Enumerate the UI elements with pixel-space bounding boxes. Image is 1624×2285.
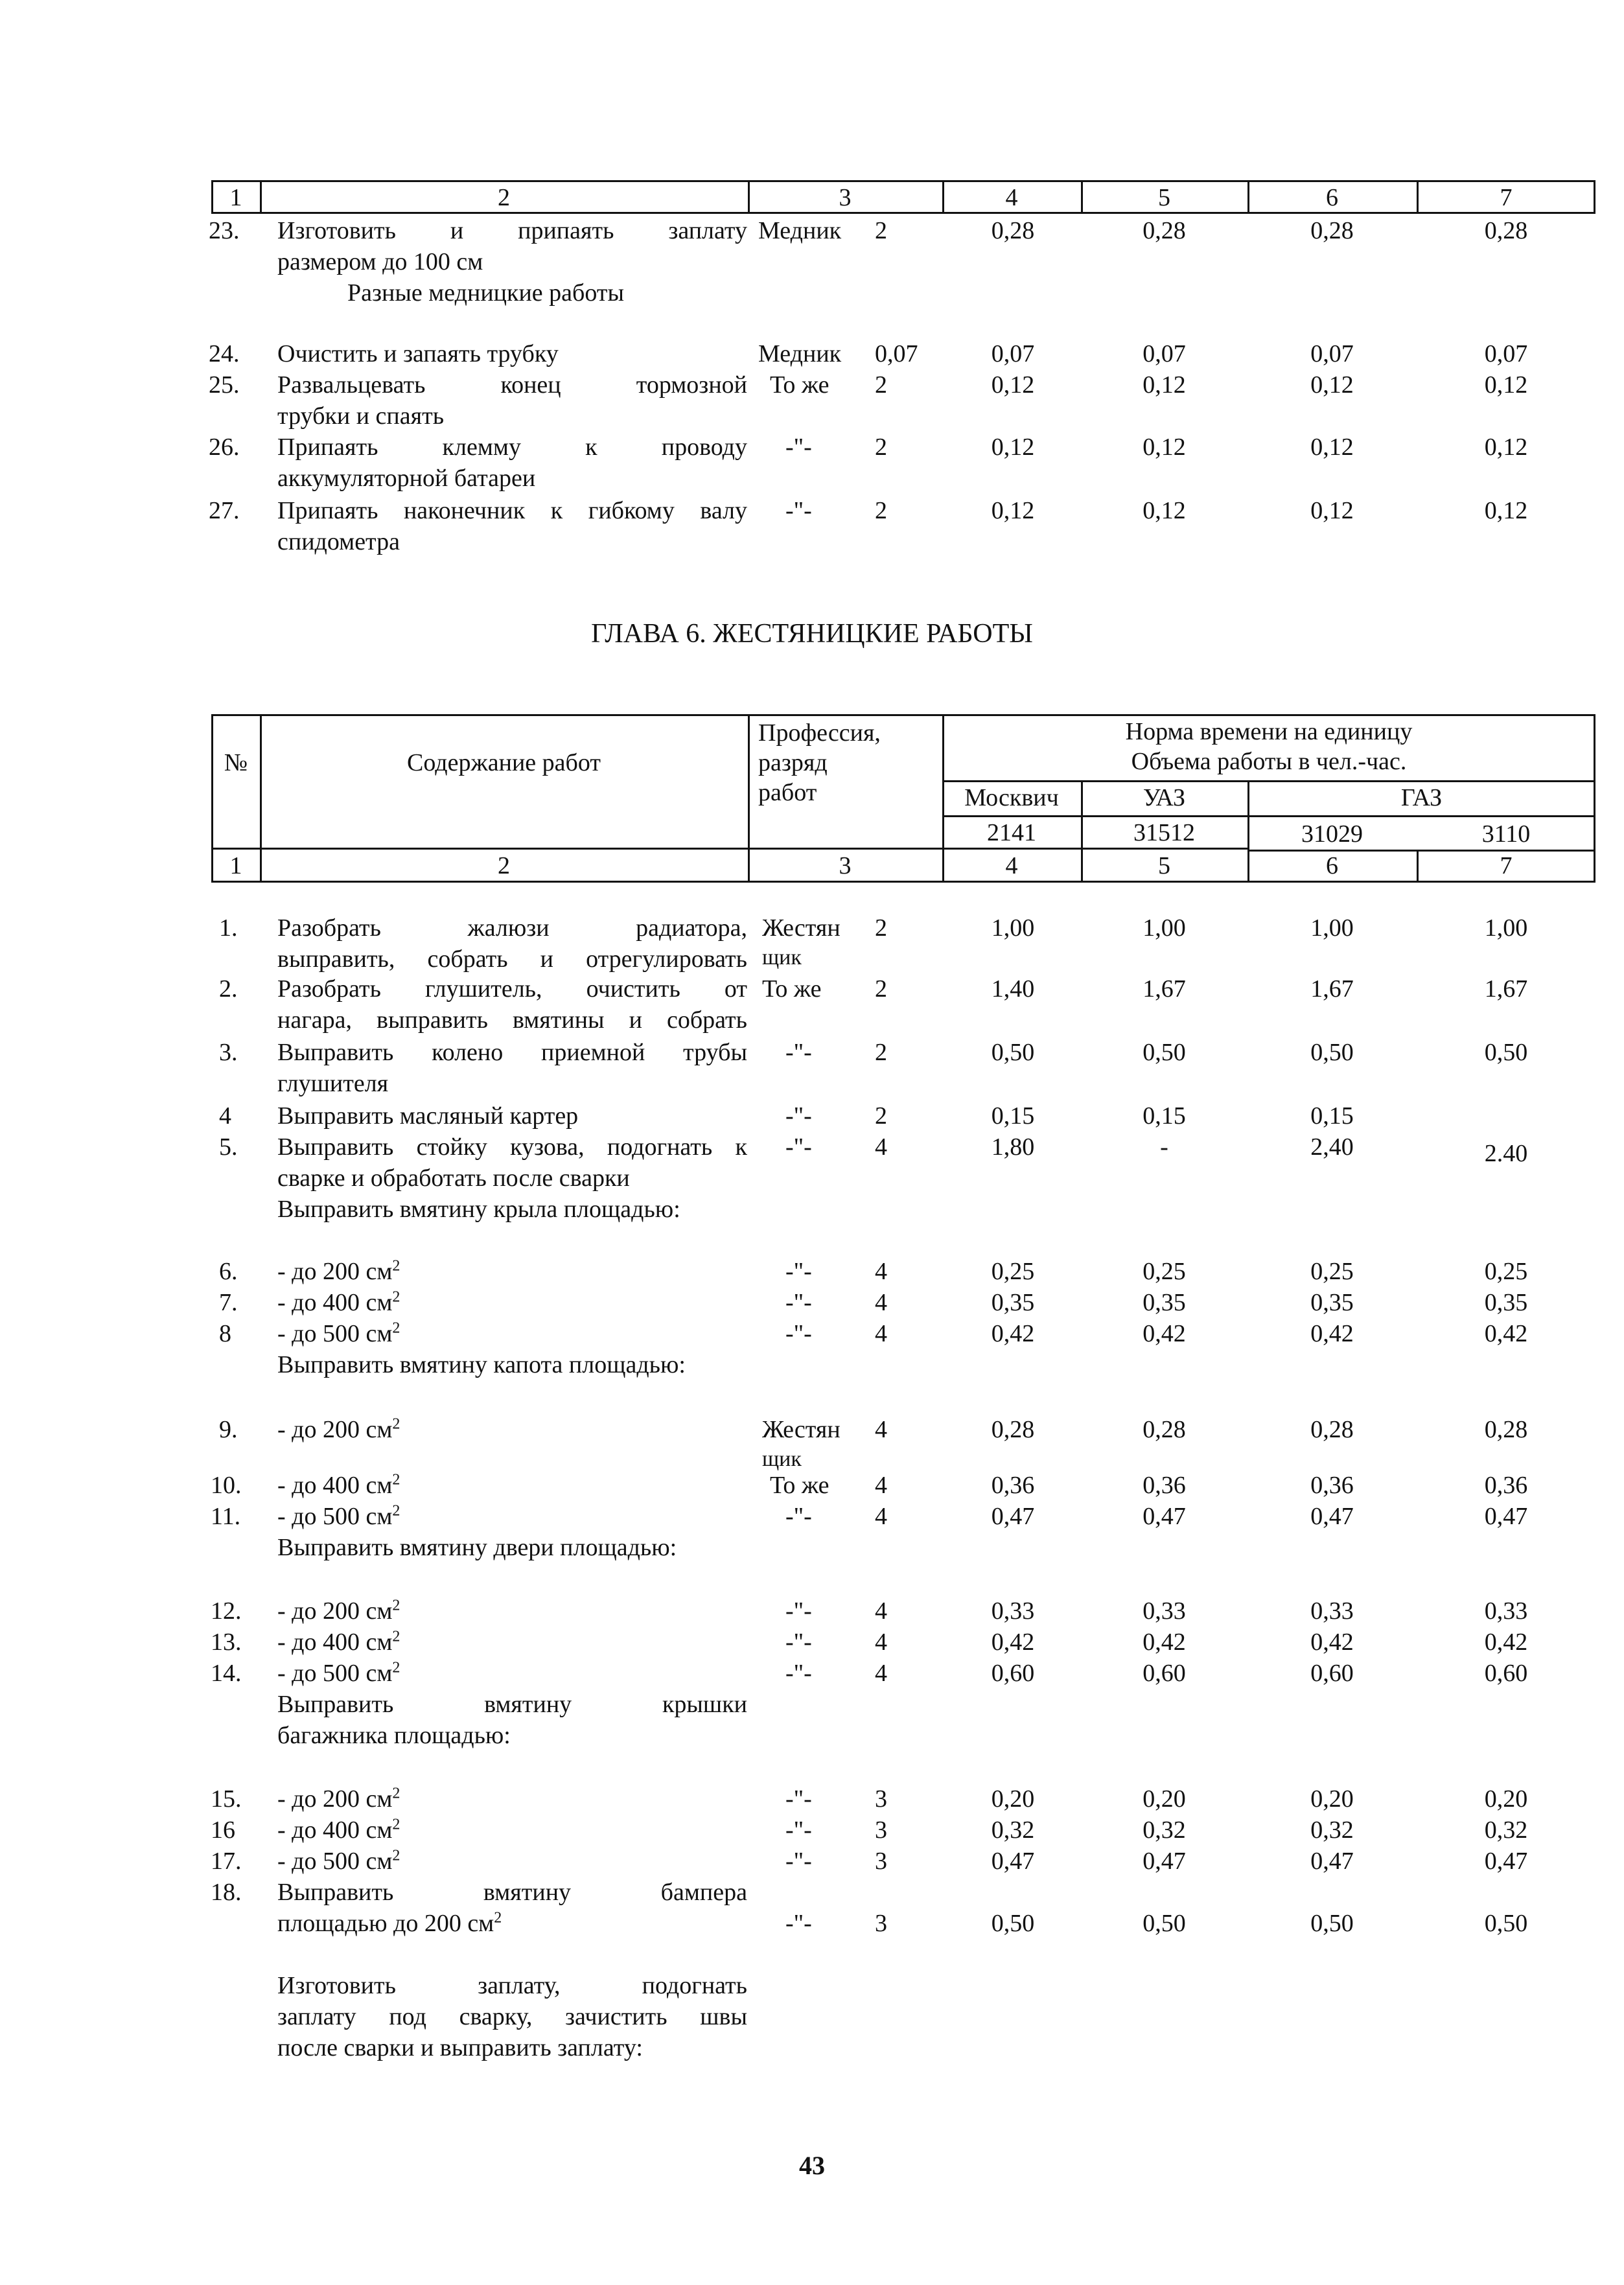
profession: -"-	[785, 1102, 812, 1130]
col-num-4: 4	[1005, 184, 1018, 211]
row-number: 5.	[219, 1133, 238, 1161]
header-gaz-model-2: 3110	[1481, 820, 1531, 848]
value-col7: 0,50	[1484, 1910, 1528, 1937]
col-num-3: 3	[839, 184, 852, 211]
row-number: 25.	[209, 371, 240, 399]
grade: 2	[875, 497, 887, 524]
row-text: Разобрать глушитель, очистить от	[277, 975, 747, 1003]
value-col6: 0,50	[1310, 1039, 1354, 1066]
value-col5: 0,07	[1143, 340, 1186, 367]
profession: -"-	[785, 1258, 812, 1285]
value-col6: 0,15	[1310, 1102, 1354, 1130]
value-col6: 0,47	[1310, 1503, 1354, 1530]
value-col6: 0,12	[1310, 434, 1354, 461]
header-uaz: УАЗ	[1143, 784, 1186, 811]
value-col7: 0,36	[1484, 1472, 1528, 1499]
value-col6: 0,07	[1310, 340, 1354, 367]
row-number: 8	[219, 1320, 231, 1347]
col-num-1: 1	[229, 184, 242, 211]
value-col6: 0,60	[1310, 1660, 1354, 1687]
value-col5: 0,12	[1143, 371, 1186, 399]
value-col7: 0,25	[1484, 1258, 1528, 1285]
row-text: сварке и обработать после сварки	[277, 1165, 630, 1192]
col-num-3: 3	[839, 852, 852, 879]
row-text: - до 400 $см^2$	[277, 1816, 400, 1844]
profession: -"-	[785, 1660, 812, 1687]
row-text: Припаять клемму к проводу	[277, 434, 747, 461]
header-gaz: ГАЗ	[1400, 784, 1443, 811]
value-col5: 0,50	[1143, 1910, 1186, 1937]
value-col5: 0,42	[1143, 1629, 1186, 1656]
value-col4: 0,50	[991, 1910, 1035, 1937]
value-col5: 0,33	[1143, 1597, 1186, 1625]
row-text: Выправить стойку кузова, подогнать к	[277, 1133, 747, 1161]
profession: -"-	[785, 1503, 812, 1530]
row-text: - до 500 $см^2$	[277, 1502, 400, 1530]
value-col7: 0,12	[1484, 434, 1528, 461]
value-col7: 1,67	[1484, 975, 1528, 1003]
row-number: 6.	[219, 1258, 238, 1285]
value-col7: 0,35	[1484, 1289, 1528, 1316]
row-text: - до 500 $см^2$	[277, 1659, 400, 1687]
value-col6: 0,42	[1310, 1320, 1354, 1347]
profession: -"-	[785, 1597, 812, 1625]
row-text: - до 400 $см^2$	[277, 1628, 400, 1656]
value-col4: 0,12	[991, 371, 1035, 399]
row-number: 17.	[211, 1848, 242, 1875]
profession: -"-	[785, 1629, 812, 1656]
header-number: №	[224, 749, 248, 776]
value-col6: 0,12	[1310, 371, 1354, 399]
col-num-2: 2	[498, 852, 510, 879]
value-col6: 0,50	[1310, 1910, 1354, 1937]
value-col5: 0,20	[1143, 1785, 1186, 1813]
row-number: 15.	[211, 1785, 242, 1813]
row-text: - до 200 $см^2$	[277, 1257, 400, 1285]
profession: То же	[762, 975, 822, 1003]
value-col4: 0,15	[991, 1102, 1035, 1130]
header-uaz-model: 31512	[1133, 819, 1195, 846]
section-heading: Изготовить заплату, подогнать	[277, 1972, 747, 1999]
value-col7: 0,47	[1484, 1848, 1528, 1875]
profession: щик	[762, 945, 802, 969]
value-col4: 0,42	[991, 1629, 1035, 1656]
row-text: Припаять наконечник к гибкому валу	[277, 497, 747, 524]
row-text: Развальцевать конец тормозной	[277, 371, 747, 399]
section-heading: после сварки и выправить заплату:	[277, 2034, 643, 2061]
value-col5: -	[1160, 1133, 1168, 1161]
profession: -"-	[785, 1039, 812, 1066]
value-col4: 0,42	[991, 1320, 1035, 1347]
header-moskvich: Москвич	[964, 784, 1059, 811]
section-heading: заплату под сварку, зачистить швы	[277, 2003, 747, 2030]
row-number: 3.	[219, 1039, 238, 1066]
value-col4: 1,80	[991, 1133, 1035, 1161]
value-col6: 0,32	[1310, 1816, 1354, 1844]
section-heading: багажника площадью:	[277, 1722, 511, 1749]
grade: 2	[875, 371, 887, 399]
row-text: Выправить колено приемной трубы	[277, 1039, 747, 1066]
value-col4: 0,33	[991, 1597, 1035, 1625]
grade: 4	[875, 1133, 887, 1161]
profession: -"-	[785, 1320, 812, 1347]
value-col5: 0,60	[1143, 1660, 1186, 1687]
value-col4: 0,50	[991, 1039, 1035, 1066]
grade: 2	[875, 217, 887, 244]
col-num-7: 7	[1500, 852, 1513, 879]
value-col6: 0,25	[1310, 1258, 1354, 1285]
row-number: 2.	[219, 975, 238, 1003]
header-content: Содержание работ	[407, 749, 601, 776]
value-col4: 0,28	[991, 1416, 1035, 1443]
value-col6: 0,20	[1310, 1785, 1354, 1813]
row-number: 16	[211, 1816, 235, 1844]
row-number: 26.	[209, 434, 240, 461]
grade: 2	[875, 1039, 887, 1066]
profession: То же	[770, 1472, 829, 1499]
col-num-7: 7	[1500, 184, 1513, 211]
grade: 3	[875, 1910, 887, 1937]
row-number: 10.	[211, 1472, 242, 1499]
value-col7: 0,28	[1484, 1416, 1528, 1443]
value-col4: 0,20	[991, 1785, 1035, 1813]
value-col7: 0,60	[1484, 1660, 1528, 1687]
value-col6: 0,42	[1310, 1629, 1354, 1656]
header-norm: Объема работы в чел.-час.	[1131, 748, 1407, 775]
row-text: Выправить масляный картер	[277, 1102, 579, 1130]
row-text: Выправить вмятину бампера	[277, 1879, 747, 1906]
col-num-5: 5	[1158, 852, 1170, 879]
row-number: 11.	[211, 1503, 241, 1530]
grade: 3	[875, 1816, 887, 1844]
profession: -"-	[785, 497, 812, 524]
row-number: 9.	[219, 1416, 238, 1443]
grade: 3	[875, 1785, 887, 1813]
profession: Жестян	[762, 1416, 841, 1443]
value-col7: 0,28	[1484, 217, 1528, 244]
value-col4: 0,35	[991, 1289, 1035, 1316]
row-number: 13.	[211, 1629, 242, 1656]
row-number: 23.	[209, 217, 240, 244]
grade: 2	[875, 914, 887, 942]
header-profession: разряд	[758, 749, 828, 776]
profession: -"-	[785, 1910, 812, 1937]
value-col4: 0,60	[991, 1660, 1035, 1687]
profession: Жестян	[762, 914, 841, 942]
value-col6: 0,33	[1310, 1597, 1354, 1625]
value-col6: 1,00	[1310, 914, 1354, 942]
profession: То же	[770, 371, 829, 399]
row-number: 18.	[211, 1879, 242, 1906]
page-number: 43	[799, 2151, 825, 2180]
value-col4: 0,47	[991, 1848, 1035, 1875]
row-text: нагара, выправить вмятины и собрать	[277, 1006, 747, 1034]
row-text: - до 400 $см^2$	[277, 1288, 400, 1316]
value-col5: 0,28	[1143, 217, 1186, 244]
chapter-title: ГЛАВА 6. ЖЕСТЯНИЦКИЕ РАБОТЫ	[591, 619, 1033, 649]
value-col7: 0,42	[1484, 1320, 1528, 1347]
grade: 0,07	[875, 340, 918, 367]
value-col4: 0,12	[991, 497, 1035, 524]
row-text: аккумуляторной батареи	[277, 465, 536, 492]
grade: 4	[875, 1320, 887, 1347]
value-col4: 1,40	[991, 975, 1035, 1003]
value-col6: 1,67	[1310, 975, 1354, 1003]
value-col4: 0,36	[991, 1472, 1035, 1499]
value-col5: 1,67	[1143, 975, 1186, 1003]
value-col5: 0,47	[1143, 1848, 1186, 1875]
col-num-6: 6	[1326, 852, 1338, 879]
row-text: размером до 100 см	[277, 248, 483, 275]
header-gaz-model-1: 31029	[1301, 820, 1363, 848]
col-num-1: 1	[229, 852, 242, 879]
profession: -"-	[785, 1785, 812, 1813]
value-col5: 1,00	[1143, 914, 1186, 942]
row-number: 7.	[219, 1289, 238, 1316]
value-col6: 0,12	[1310, 497, 1354, 524]
profession: щик	[762, 1447, 802, 1471]
value-col5: 0,32	[1143, 1816, 1186, 1844]
row-text: - до 500 $см^2$	[277, 1847, 400, 1875]
value-col7: 0,32	[1484, 1816, 1528, 1844]
header-profession: работ	[758, 779, 817, 806]
value-col5: 0,25	[1143, 1258, 1186, 1285]
value-col6: 0,36	[1310, 1472, 1354, 1499]
value-col4: 0,47	[991, 1503, 1035, 1530]
grade: 4	[875, 1416, 887, 1443]
value-col5: 0,47	[1143, 1503, 1186, 1530]
value-col4: 0,07	[991, 340, 1035, 367]
value-col7: 0,12	[1484, 371, 1528, 399]
grade: 2	[875, 975, 887, 1003]
value-col5: 0,12	[1143, 497, 1186, 524]
grade: 2	[875, 434, 887, 461]
row-number: 4	[219, 1102, 231, 1130]
value-col4: 0,25	[991, 1258, 1035, 1285]
col-num-2: 2	[498, 184, 510, 211]
row-text: Разобрать жалюзи радиатора,	[277, 914, 747, 942]
row-number: 27.	[209, 497, 240, 524]
section-heading: Выправить вмятину крыла площадью:	[277, 1196, 680, 1223]
row-text: - до 200 $см^2$	[277, 1597, 400, 1625]
value-col7: 0,33	[1484, 1597, 1528, 1625]
profession: Медник	[758, 217, 842, 244]
section-heading: Разные медницкие работы	[347, 279, 624, 307]
grade: 4	[875, 1629, 887, 1656]
grade: 2	[875, 1102, 887, 1130]
row-text: Изготовить и припаять заплату	[277, 217, 747, 244]
row-text: - до 400 $см^2$	[277, 1471, 400, 1499]
row-text: Очистить и запаять трубку	[277, 340, 559, 367]
profession: -"-	[785, 434, 812, 461]
value-col7: 0,12	[1484, 497, 1528, 524]
grade: 4	[875, 1472, 887, 1499]
header-profession: Профессия,	[758, 719, 881, 747]
grade: 4	[875, 1503, 887, 1530]
profession: -"-	[785, 1133, 812, 1161]
value-col5: 0,36	[1143, 1472, 1186, 1499]
value-col5: 0,12	[1143, 434, 1186, 461]
row-text: - до 200 $см^2$	[277, 1415, 400, 1443]
header-norm: Норма времени на единицу	[1125, 718, 1413, 745]
value-col4: 1,00	[991, 914, 1035, 942]
row-number: 1.	[219, 914, 238, 942]
value-col6: 2,40	[1310, 1133, 1354, 1161]
row-text: - до 500 $см^2$	[277, 1319, 400, 1347]
value-col5: 0,42	[1143, 1320, 1186, 1347]
value-col6: 0,28	[1310, 217, 1354, 244]
value-col6: 0,35	[1310, 1289, 1354, 1316]
grade: 4	[875, 1258, 887, 1285]
grade: 4	[875, 1660, 887, 1687]
col-num-6: 6	[1326, 184, 1338, 211]
row-text: трубки и спаять	[277, 402, 445, 430]
profession: -"-	[785, 1816, 812, 1844]
row-number: 24.	[209, 340, 240, 367]
value-col6: 0,28	[1310, 1416, 1354, 1443]
value-col5: 0,28	[1143, 1416, 1186, 1443]
section-heading: Выправить вмятину крышки	[277, 1691, 747, 1718]
value-col5: 0,50	[1143, 1039, 1186, 1066]
col-num-5: 5	[1158, 184, 1170, 211]
profession: -"-	[785, 1289, 812, 1316]
value-col5: 0,35	[1143, 1289, 1186, 1316]
row-text: площадью до 200 $см^2$	[277, 1909, 502, 1937]
value-col7: 0,07	[1484, 340, 1528, 367]
value-col7: 1,00	[1484, 914, 1528, 942]
value-col7: 0,47	[1484, 1503, 1528, 1530]
row-text: глушителя	[277, 1070, 389, 1097]
col-num-4: 4	[1005, 852, 1018, 879]
grade: 4	[875, 1597, 887, 1625]
value-col4: 0,12	[991, 434, 1035, 461]
value-col7: 2.40	[1484, 1140, 1528, 1167]
value-col7: 0,20	[1484, 1785, 1528, 1813]
row-number: 12.	[211, 1597, 242, 1625]
value-col6: 0,47	[1310, 1848, 1354, 1875]
value-col7: 0,42	[1484, 1629, 1528, 1656]
row-text: выправить, собрать и отрегулировать	[277, 945, 747, 973]
value-col4: 0,32	[991, 1816, 1035, 1844]
row-text: - до 200 $см^2$	[277, 1785, 400, 1813]
section-heading: Выправить вмятину капота площадью:	[277, 1351, 686, 1378]
value-col7: 0,50	[1484, 1039, 1528, 1066]
grade: 3	[875, 1848, 887, 1875]
header-moskvich-model: 2141	[987, 819, 1036, 846]
value-col5: 0,15	[1143, 1102, 1186, 1130]
profession: Медник	[758, 340, 842, 367]
row-text: спидометра	[277, 528, 400, 555]
section-heading: Выправить вмятину двери площадью:	[277, 1534, 677, 1561]
value-col4: 0,28	[991, 217, 1035, 244]
profession: -"-	[785, 1848, 812, 1875]
grade: 4	[875, 1289, 887, 1316]
row-number: 14.	[211, 1660, 242, 1687]
